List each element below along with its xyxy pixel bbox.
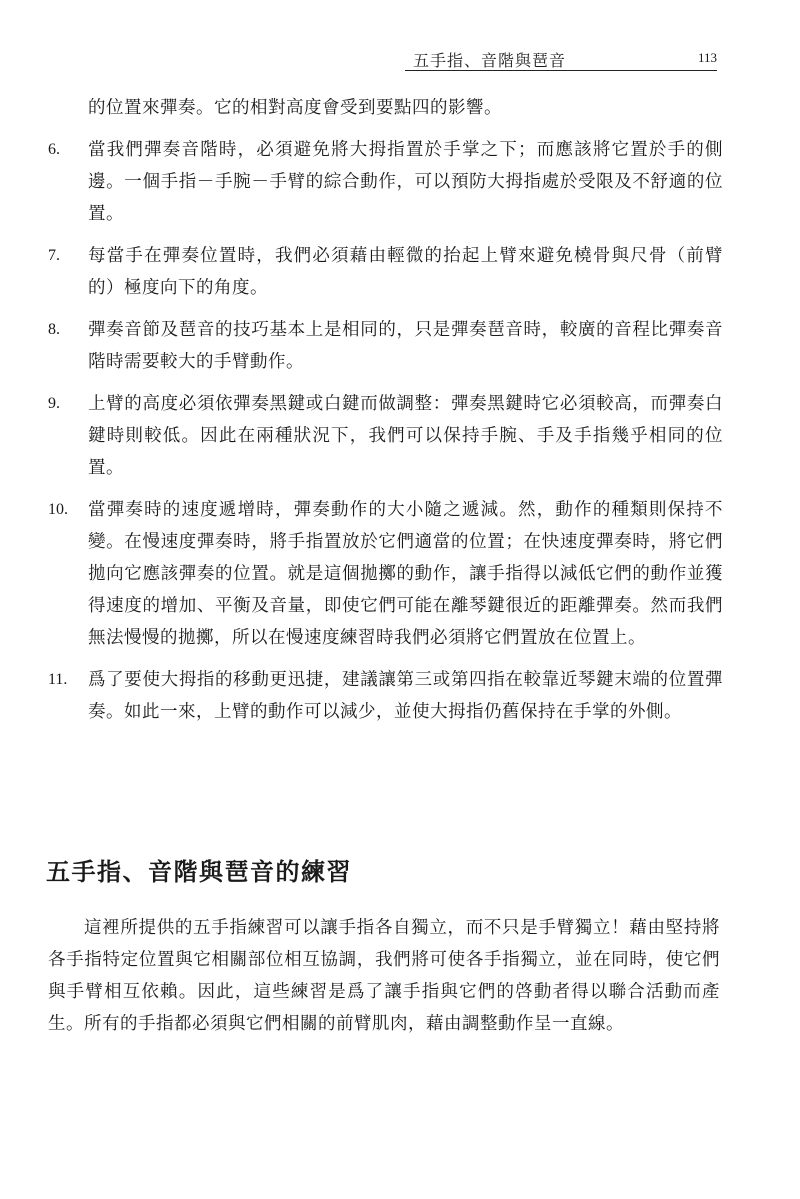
- list-item-number: 6.: [48, 141, 60, 158]
- list-item-text: 當彈奏時的速度遞增時，彈奏動作的大小隨之遞減。然，動作的種類則保持不變。在慢速度彈奏時，將手指置放於它們適當的位置；在快速度彈奏時，將它們拋向它應該彈奏的位置。就是這個拋擲的動作，讓手指得以減低它們的動作並獲得速度的增加、平衡及音量，即使它們可能在離琴鍵很近的距離彈奏。然而我們無法慢慢的拋擲，所以在慢速度練習時我們必須將它們置放在位置上。: [88, 500, 723, 648]
- list-item-number: 7.: [48, 247, 60, 264]
- running-header: [405, 48, 717, 71]
- list-item-text: 當我們彈奏音階時，必須避免將大拇指置於手掌之下；而應該將它置於手的側邊。一個手指－手腕－手臂的綜合動作，可以預防大拇指處於受限及不舒適的位置。: [88, 140, 723, 224]
- list-item-text: 每當手在彈奏位置時，我們必須藉由輕微的抬起上臂來避免橈骨與尺骨（前臂的）極度向下的角度。: [88, 246, 723, 298]
- list-item-text: 上臂的高度必須依彈奏黑鍵或白鍵而做調整：彈奏黑鍵時它必須較高，而彈奏白鍵時則較低。因此在兩種狀況下，我們可以保持手腕、手及手指幾乎相同的位置。: [88, 394, 723, 478]
- page-number: 113: [697, 50, 717, 65]
- body-text: [48, 92, 723, 728]
- running-title: 五手指、音階與琶音: [413, 51, 567, 70]
- list-item-text: 彈奏音節及琶音的技巧基本上是相同的，只是彈奏琶音時，較廣的音程比彈奏音階時需要較大的手臂動作。: [88, 320, 723, 372]
- list-item-text: 爲了要使大拇指的移動更迅捷，建議讓第三或第四指在較靠近琴鍵末端的位置彈奏。如此一來，上臂的動作可以減少，並使大拇指仍舊保持在手掌的外側。: [88, 670, 723, 722]
- list-item-number: 8.: [48, 321, 60, 338]
- list-item: [48, 314, 723, 378]
- list-item: [48, 240, 723, 304]
- continuation-line: 的位置來彈奏。它的相對高度會受到要點四的影響。: [88, 98, 502, 118]
- list-item-number: 9.: [48, 395, 60, 412]
- list-item: [48, 494, 723, 654]
- section-paragraph: 這裡所提供的五手指練習可以讓手指各自獨立，而不只是手臂獨立！藉由堅持將各手指特定位置與它相關部位相互協調，我們將可使各手指獨立，並在同時，使它們與手臂相互依賴。因此，這些練習是爲了讓手指與它們的啓動者得以聯合活動而產生。所有的手指都必須與它們相關的前臂肌肉，藉由調整動作呈一直線。: [48, 918, 720, 1034]
- list-item: [48, 388, 723, 484]
- section-heading: 五手指、音階與琶音的練習: [46, 857, 352, 886]
- list-item-number: 11.: [48, 671, 68, 688]
- list-item: [48, 134, 723, 230]
- list-item: [48, 664, 723, 728]
- list-item-number: 10.: [48, 501, 68, 518]
